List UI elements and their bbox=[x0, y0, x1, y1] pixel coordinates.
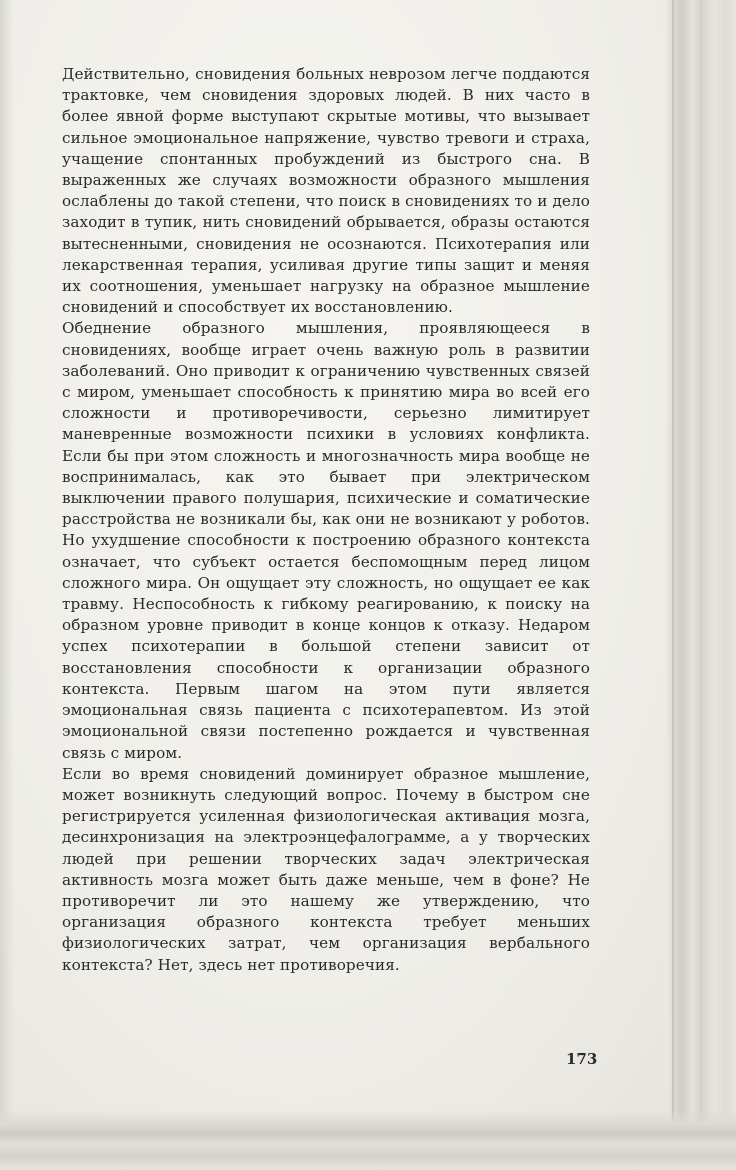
paragraph-1: Действительно, сновидения больных неврозом легче поддаются трактовке, чем сновидения здоровых людей. В них часто в более явной форме выступают скрытые мотивы, что вызывает сильное эмоциональное напряжение, чувство тревоги и страха, учащение спонтанных пробуждений из быстрого сна. В выраженных же случаях возможности образного мышления ослаблены до такой степени, что поиск в сновидениях то и дело заходит в тупик, нить сновидений обрывается, образы остаются вытесненными, сновидения не осознаются. Психотерапия или лекарственная терапия, усиливая другие типы защит и меняя их соотношения, уменьшает нагрузку на образное мышление сновидений и способствует их восстановлению. bbox=[62, 65, 590, 317]
binding-shadow bbox=[0, 0, 14, 1170]
paragraph-3: Если во время сновидений доминирует образное мышление, может возникнуть следующий вопрос. Почему в быстром сне регистрируется усиленная физиологическая активация мозга, десинхронизация на электроэнцефалограмме, а у творческих людей при решении творческих задач электрическая активность мозга может быть даже меньше, чем в фоне? Не противоречит ли это нашему же утверждению, что организация образного контекста требует меньших физиологических затрат, чем организация вербального контекста? Нет, здесь нет противоречия. bbox=[62, 764, 590, 974]
body-text bbox=[62, 64, 590, 976]
page-edges-bottom bbox=[0, 1110, 736, 1170]
page-number: 173 bbox=[566, 1050, 598, 1068]
paragraph-2: Обеднение образного мышления, проявляющееся в сновидениях, вообще играет очень важную роль в развитии заболеваний. Оно приводит к ограничению чувственных связей с миром, уменьшает способность к принятию мира во всей его сложности и противоречивости, серьезно лимитирует маневренные возможности психики в условиях конфликта. Если бы при этом сложность и многозначность мира вообще не воспринималась, как это бывает при электрическом выключении правого полушария, психические и соматические расстройства не возникали бы, как они не возникают у роботов. Но ухудшение способности к построению образного контекста означает, что субъект остается беспомощным перед лицом сложного мира. Он ощущает эту сложность, но ощущает ее как травму. Неспособность к гибкому реагированию, к поиску на образном уровне приводит в конце концов к отказу. Недаром успех психотерапии в большой степени зависит от восстановления способности к организации образного контекста. Первым шагом на этом пути является эмоциональная связь пациента с психотерапевтом. Из этой эмоциональной связи постепенно рождается и чувственная связь с миром. bbox=[62, 319, 590, 762]
page-edges-right bbox=[666, 0, 736, 1170]
